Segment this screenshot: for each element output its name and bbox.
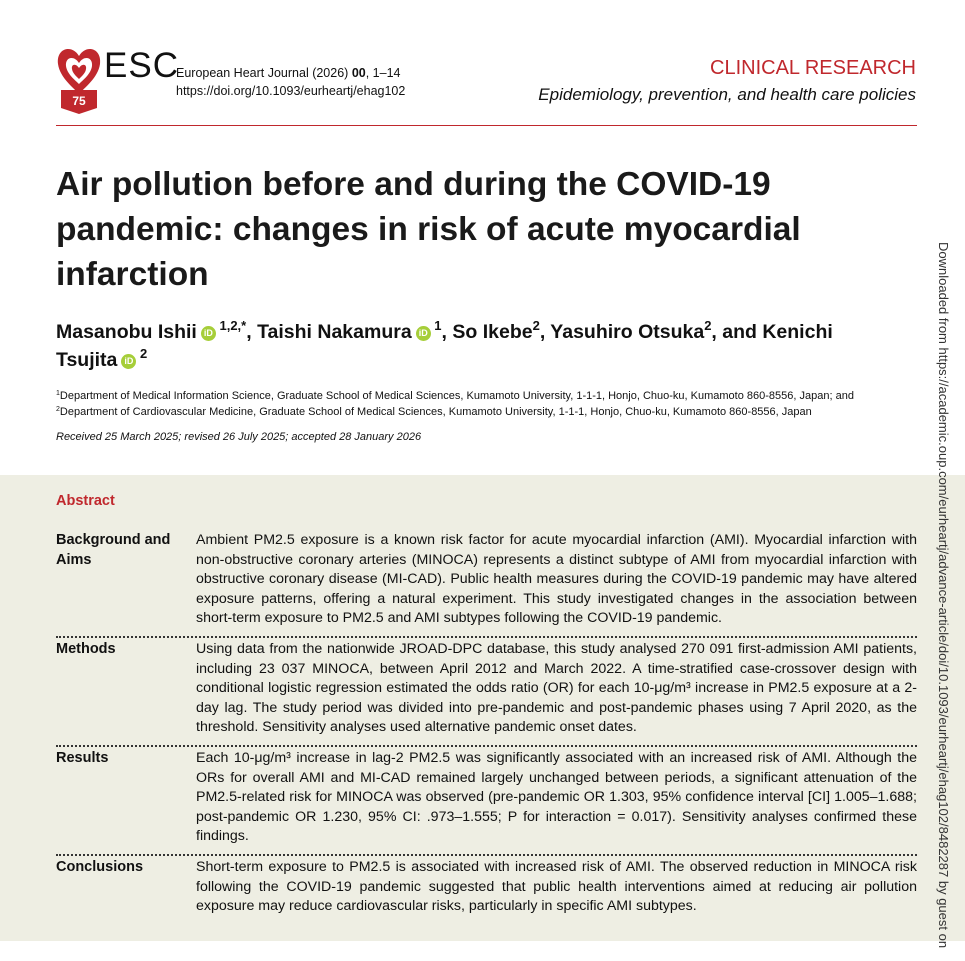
esc-logo	[54, 44, 104, 114]
author-name: So Ikebe	[452, 321, 533, 343]
doi-link[interactable]: https://doi.org/10.1093/eurheartj/ehag102	[176, 84, 406, 98]
affiliations	[56, 388, 854, 420]
orcid-icon[interactable]: iD	[201, 326, 216, 341]
journal-citation	[176, 64, 405, 82]
orcid-icon[interactable]: iD	[416, 326, 431, 341]
header-divider	[56, 125, 917, 126]
author-name: Kenichi Tsujita	[56, 321, 833, 371]
author-affiliation-sup: 1,2,*	[215, 318, 247, 333]
section-divider	[56, 854, 917, 856]
abstract-label: Methods	[56, 641, 116, 657]
section-tag	[538, 55, 916, 107]
abstract-text: Ambient PM2.5 exposure is a known risk factor for acute myocardial infarction (AMI). Myocardial infarction with non-obstructive coronary arteries (MINOCA) represents a distinct subtype of AMI from myocardial infarction with obstructive coronary disease (MI-CAD). Public health measures during the COVID-19 pandemic may have altered exposure patterns, offering a natural experiment. This study investigated changes in the association between short-term exposure to PM2.5 and AMI subtypes following the COVID-19 pandemic.	[196, 532, 917, 626]
download-notice: Downloaded from https://academic.oup.com/eurheartj/advance-article/doi/10.1093/eurheartj/ehag102/8482287 by guest on	[936, 242, 951, 949]
section-divider	[56, 636, 917, 638]
logo-badge: 75	[72, 94, 86, 108]
abstract-label: Background and Aims	[56, 532, 171, 568]
author-affiliation-sup: 2	[532, 318, 540, 333]
section-divider	[56, 745, 917, 747]
section-subject: Epidemiology, prevention, and health care policies	[538, 85, 916, 104]
abstract-text: Using data from the nationwide JROAD-DPC database, this study analysed 270 091 first-admission AMI patients, including 23 037 MINOCA, between April 2012 and March 2022. A time-stratified case-crossover design with conditional logistic regression estimated the odds ratio (OR) for each 10-μg/m³ increase in PM2.5 exposure at a 2-day lag. The study period was divided into pre-pandemic and post-pandemic phases using 7 April 2020, as the threshold. Sensitivity analyses used alternative pandemic onset dates.	[196, 641, 917, 735]
journal-name: European Heart Journal (2026)	[176, 66, 349, 80]
author-separator: , and	[711, 321, 763, 343]
author-list	[56, 318, 856, 374]
affiliation-1: $^1$Department of Medical Information Science, Graduate School of Medical Sciences, Kumamoto University, 1-1-1, Honjo, Chuo-ku, Kumamoto 860-8556, Japan; and	[56, 390, 854, 402]
abstract-heading: Abstract	[56, 493, 115, 509]
author-name: Taishi Nakamura	[257, 321, 412, 343]
abstract-label: Results	[56, 750, 109, 766]
esc-wordmark: ESC	[104, 46, 179, 85]
author-name: Masanobu Ishii	[56, 321, 197, 343]
journal-info	[176, 64, 405, 100]
author-separator: ,	[441, 321, 453, 343]
abstract-text: Short-term exposure to PM2.5 is associated with increased risk of AMI. The observed reduction in MINOCA risk following the COVID-19 pandemic suggested that public health interventions aimed at reducing air pollution exposure may reduce cardiovascular risks, particularly in specific AMI subtypes.	[196, 859, 917, 914]
section-label: CLINICAL RESEARCH	[710, 57, 916, 79]
affiliation-2: $^2$Department of Cardiovascular Medicine, Graduate School of Medical Sciences, Kumamoto University, 1-1-1, Honjo, Chuo-ku, Kumamoto 860-8556, Japan	[56, 406, 812, 418]
journal-volume: 00	[351, 66, 366, 80]
author-separator: ,	[539, 321, 551, 343]
author-separator: ,	[246, 321, 258, 343]
author-name: Yasuhiro Otsuka	[550, 321, 705, 343]
abstract-label: Conclusions	[56, 859, 144, 875]
author-affiliation-sup: 2	[136, 346, 148, 361]
download-sidebar	[934, 242, 954, 961]
journal-pages: , 1–14	[365, 66, 401, 80]
orcid-icon[interactable]: iD	[121, 354, 136, 369]
abstract-text: Each 10-μg/m³ increase in lag-2 PM2.5 was significantly associated with an increased risk of AMI. Although the ORs for overall AMI and MI-CAD remained largely unchanged between periods, a significant attenuation of the PM2.5-related risk for MINOCA was observed (pre-pandemic OR 1.303, 95% confidence interval [CI] 1.005–1.688; post-pandemic OR 1.230, 95% CI: .973–1.555; P for interaction = 0.017). Sensitivity analyses confirmed these findings.	[196, 750, 917, 844]
article-title: Air pollution before and during the COVID-19 pandemic: changes in risk of acute myocardial infarction	[56, 166, 801, 293]
received-dates: Received 25 March 2025; revised 26 July 2025; accepted 28 January 2026	[56, 431, 422, 443]
author-affiliation-sup: 1	[430, 318, 442, 333]
author-affiliation-sup: 2	[704, 318, 712, 333]
